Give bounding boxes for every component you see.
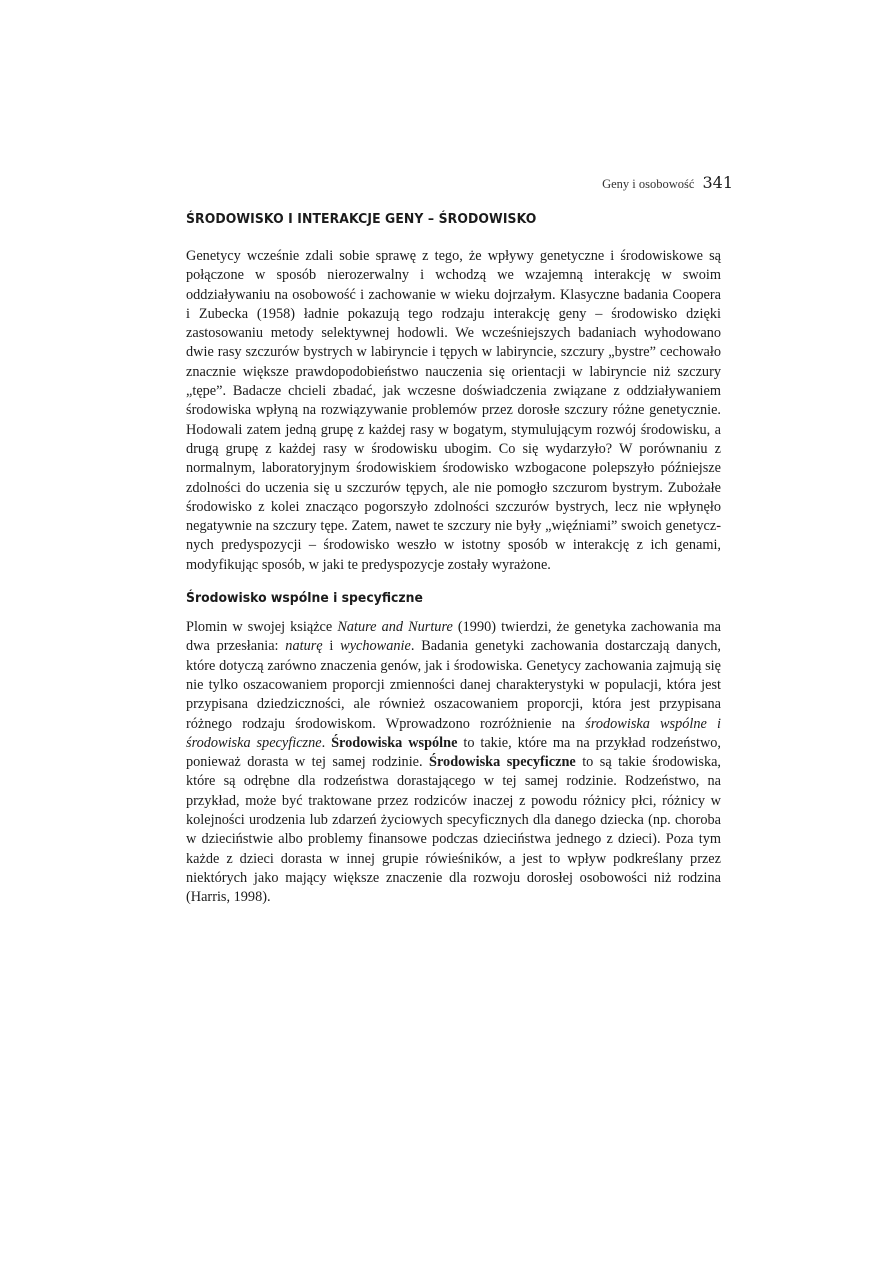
text-run: to takie, które ma na przykład rodzeństwo, ponieważ dorasta w tej samej rodzinie.	[186, 734, 721, 771]
subsection-heading: Środowisko wspólne i specyficzne	[186, 590, 423, 607]
section-heading: ŚRODOWISKO I INTERAKCJE GENY – ŚRODOWISKO	[186, 211, 537, 227]
running-head-title: Geny i osobowość	[602, 177, 695, 191]
term-distinction: środowiska wspólne i środowiska specyficzne	[186, 715, 722, 751]
text-run: (1990) twierdzi, że genetyka zachowania ma dwa przesłania:	[186, 619, 721, 655]
text-run: Plomin w swojej książce	[186, 619, 338, 636]
text-run: .	[321, 734, 332, 751]
term-shared-environment: Środowiska wspólne	[331, 734, 458, 751]
running-head	[602, 173, 733, 192]
page-content	[186, 211, 721, 908]
page-number: 341	[702, 173, 733, 192]
term-specific-environment: Środowiska specyficzne	[429, 754, 576, 771]
text-run: . Badania genetyki zachowania dostarczają danych, które dotyczą zarówno znaczenia genów, jak i środowiska. Genetycy zachowania zajmują się nie tylko oszacowaniem proporcji zmienności danej charakterystyki w populacji, która jest przypisana dziedziczności, ale również oszacowaniem proporcji, która jest przypisana różnego rodzaju środowiskom. Wprowadzono rozróżnienie na	[186, 638, 721, 732]
text-run: i	[322, 638, 341, 655]
subsection-paragraph	[186, 618, 721, 907]
term-nature: naturę	[285, 638, 323, 655]
term-nurture: wychowanie	[340, 638, 411, 655]
text-run: to są takie środowiska, które są odrębne dla rodzeństwa dorastającego w tej samej rodzinie. Rodzeństwo, na przykład, może być traktowane przez rodziców inaczej z powodu różnicy płci, różnicy w kolejności urodzenia lub zdarzeń życiowych specyficznych dla danego dziecka (np. choroba w dzieciństwie albo problemy finansowe podczas dzieciństwa jednego z dzieci). Poza tym każde z dzieci dorasta w innej grupie rówieśników, a jest to wpływ podkreślany przez niektórych jako mający większe znaczenie dla rozwoju dorosłej osobowości niż rodzina (Harris, 1998).	[186, 754, 722, 906]
section-paragraph: Genetycy wcześnie zdali sobie sprawę z tego, że wpływy genetyczne i środowiskowe są połączone w sposób nierozerwalny i wchodzą we wzajemną interakcję w swoim oddziaływaniu na osobowość i zachowanie w wieku dojrzałym. Klasyczne badania Coopera i Zubecka (1958) ładnie pokazują tego rodzaju interakcję geny – środowisko dzięki zastosowaniu metody selektywnej hodowli. We wcześniejszych badaniach wyhodowano dwie rasy szczurów bystrych w labiryncie i tępych w labiryncie, szczury „bystre” cechowało znacznie większe prawdopodobieństwo nauczenia się orientacji w labiryncie niż szczury „tępe”. Badacze chcieli zbadać, jak wczesne doświadczenia związane z oddziaływaniem środowiska wpłyną na rozwiązywanie problemów przez dorosłe szczury różne genetycznie. Hodowali zatem jedną grupę z każdej rasy w bogatym, stymulującym rozwój środowisku, a drugą grupę z każdej rasy w środowisku ubogim. Co się wydarzyło? W porównaniu z normalnym, laboratoryjnym środowiskiem środowisko wzbogacone polepszyło późniejsze zdolności do uczenia się u szczurów tępych, ale nie pomogło szczurom bystrym. Zubożałe środowisko z kolei znacząco pogorszyło zdolności szczurów bystrych, lecz nie wpłynęło negatywnie na szczury tępe. Zatem, nawet te szczury nie były „więźniami” swoich genetycznych predyspozycji – środowisko weszło w istotny sposób w interakcję z ich genami, modyfikując sposób, w jaki te predyspozycje zostały wyrażone.	[186, 248, 721, 573]
book-title: Nature and Nurture	[337, 619, 453, 636]
